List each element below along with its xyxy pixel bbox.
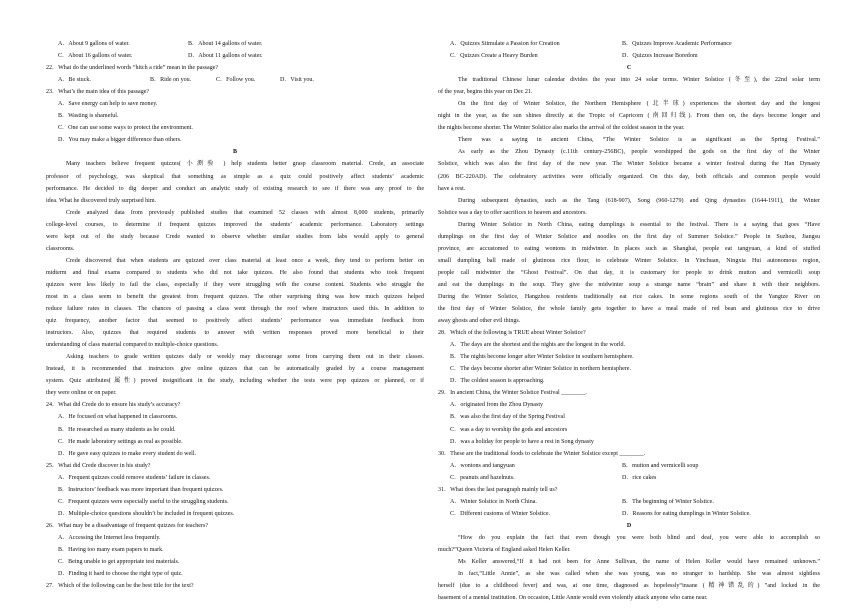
paragraph-line: night in the year, as the sun shines directly at the Tropic of Capricorn (南回归线). From then on, the days become longer and	[438, 113, 820, 120]
option-row	[438, 38, 820, 50]
paragraph-line: Crede discovered that when students are quizzed over class material at least once a week, they tend to perform better on	[66, 257, 424, 264]
option-row	[46, 74, 424, 86]
paragraph-line: The traditional Chinese lunar calendar divides the year into 24 solar terms. Winter Solstice (冬至), the 22nd solar term	[458, 77, 820, 84]
option-text: B．The beginning of Winter Solstice.	[622, 498, 714, 505]
option-text: D．You may make a bigger difference than others.	[58, 137, 182, 144]
option-text: A．Accessing the Internet less frequently.	[58, 534, 161, 541]
option-text: A．Save energy can help to save money.	[58, 101, 158, 108]
option-row	[438, 472, 820, 484]
paragraph-line: most in a class seem to benefit the greatest from frequent quizzes. The other surprising thing was how much quizzes helped	[46, 293, 424, 300]
option-text: A．Be stuck.	[58, 77, 91, 84]
option-text: C．was a day to worship the gods and ancestors	[450, 426, 568, 433]
paragraph-line: they were online or on paper.	[46, 390, 117, 397]
option-text: C．About 16 gallons of water.	[58, 53, 133, 60]
paragraph-line: During Winter Solstice in North China, eating dumplings is essential to the festival. There is a saying that goes “Have	[458, 221, 820, 228]
option-text: B．Quizzes Improve Academic Performance	[622, 41, 732, 47]
option-text: C．One can use some ways to protect the environment.	[58, 125, 193, 132]
option-text: D．Visit you.	[280, 77, 314, 84]
paragraph-line: As early as the Zhou Dynasty (c.11th century-256BC), people worshipped the gods on the first day of the Winter	[458, 149, 820, 156]
paragraph-line: Ms Keller answered,“If it had not been for Anne Sullivan, the name of Helen Keller would have remained unknown.”	[458, 559, 820, 566]
option-text: C．Being unable to get appropriate test materials.	[58, 559, 180, 566]
paragraph-line: reduce failure rates in classes. The chances of passing a class went through the roof where instructors used this. In addition to	[46, 306, 424, 313]
paragraph-line: quizzes were less likely to fail the class, especially if they were struggling with the course content. Students who struggle the	[46, 281, 424, 288]
paragraph-line: were kept out of the study because Crede wanted to observe whether similar studies from labs would apply to general	[46, 233, 424, 240]
option-text: C．peanuts and hazelnuts.	[450, 474, 515, 481]
paragraph-line: Crede analyzed data from previously published studies that examined 52 classes with almost 8,000 students, primarily	[66, 209, 424, 216]
paragraph-line: During subsequent dynasties, such as the Tang (618-907), Song (960-1279) and Qing dynasties (1644-1911), the Winter	[458, 197, 820, 204]
paragraph-line: college-level courses, to determine if frequent quizzes improved the students’ academic performance. Laboratory settings	[46, 221, 424, 228]
paragraph-line: quiz frequency, another factor that seemed to positively affect students’ performance was immediate feedback from	[46, 318, 424, 325]
option-text: A．He focused on what happened in classrooms.	[58, 414, 178, 421]
paragraph-line: On the first day of Winter Solstice, the Northern Hemisphere (北半球) experiences the shortest day and the longest	[458, 101, 820, 108]
paragraph-line: system. Quiz attributes(属性) proved insignificant in the study, including whether the tests were pop quizzes or planned, or if	[46, 378, 424, 385]
paragraph-line: Instead, it is recommended that instructors give online quizzes that can be automatically graded by a course management	[46, 366, 424, 373]
paragraph-line: the nights become shorter. The Winter Solstice also marks the arrival of the coldest season in the year.	[438, 125, 685, 132]
paragraph-line: instructors. Also, quizzes that required students to answer with written responses proved more beneficial to their	[46, 330, 424, 337]
option-text: D．Quizzes Increase Boredom	[622, 53, 698, 60]
paragraph-line: classrooms.	[46, 245, 75, 252]
paragraph-line: Solstice was a day to offer sacrifices to heaven and ancestors.	[438, 209, 587, 216]
option-text: A．Winter Solstice in North China.	[450, 498, 537, 505]
option-text: A．wontons and tangyuan	[450, 462, 515, 469]
question-stem: 29．In ancient China, the Winter Solstice Festival ________.	[438, 390, 587, 397]
option-text: D．Finding it hard to choose the right type of quiz.	[58, 571, 183, 578]
paragraph-line: much?”Queen Victoria of England asked Helen Keller.	[438, 546, 571, 553]
option-text: B．Ride on you.	[150, 77, 192, 84]
option-text: D．was a holiday for people to have a rest in Song dynasty	[450, 438, 594, 445]
option-text: A．About 9 gallons of water.	[58, 41, 130, 47]
option-text: B．He researched as many students as he could.	[58, 426, 176, 433]
option-row	[438, 508, 820, 520]
paragraph-line: (206 BC-220AD). The celebratory activities were officially organized. On this day, both officials and common people would	[438, 173, 820, 180]
paragraph-line: During the Winter Solstice, Hangzhou residents traditionally eat rice cakes. In some regions south of the Yangtze River on	[438, 293, 820, 300]
option-row	[46, 38, 424, 50]
paragraph-line: In fact,“Little Annie”, as she was called when she was young, was no stranger to hardship. She was almost sightless	[458, 571, 820, 578]
option-text: A．originated from the Zhou Dynasty	[450, 402, 544, 409]
option-text: A．Quizzes Stimulate a Passion for Creation	[450, 41, 560, 47]
option-row	[46, 50, 424, 62]
question-stem: 26．What may be a disadvantage of frequent quizzes for teachers?	[46, 522, 209, 529]
question-stem: 27．Which of the following can be the best title for the text?	[46, 583, 194, 590]
option-text: C．He made laboratory settings as real as possible.	[58, 438, 183, 445]
paragraph-line: Many teachers believe frequent quizzes( 小测验 ) help students better grasp classroom material. Crede, an associate	[66, 161, 424, 168]
paragraph-line: basement of a mental institution. On occasion, Little Annie would even violently attack anyone who came near.	[438, 595, 708, 602]
option-text: D．About 11 gallons of water.	[188, 53, 263, 60]
question-stem: 31．What does the last paragraph mainly tell us?	[438, 486, 558, 493]
paragraph-line: of the year, begins this year on Dec 21.	[438, 89, 533, 96]
section-heading: C	[626, 65, 632, 72]
paragraph-line: Asking teachers to grade written quizzes daily or weekly may discourage some from carrying them out in their classes.	[66, 354, 424, 361]
option-text: D．The coldest season is approaching.	[450, 378, 545, 385]
option-text: D．Multiple-choice questions shouldn’t be included in frequent quizzes.	[58, 510, 235, 517]
option-text: B．Having too many exam papers to mark.	[58, 546, 164, 553]
option-row	[438, 50, 820, 62]
paragraph-line: dumplings on the first day of Winter Solstice and noodles on the first day of Summer Solstice.” People in Suzhou, Jiangsu	[438, 233, 820, 240]
question-stem: 28．Which of the following is TRUE about Winter Solstice?	[438, 330, 586, 337]
question-stem: 23．What’s the main idea of this passage?	[46, 89, 150, 96]
paragraph-line: province, are accustomed to eating wontons in midwinter. In places such as Shanghai, people eat tangyuan, a kind of stuffed	[438, 245, 820, 252]
paragraph-line: “How do you explain the fact that even though you were both blind and deaf, you were able to accomplish so	[458, 534, 820, 541]
option-row	[438, 496, 820, 508]
section-heading: D	[626, 522, 632, 529]
option-text: B．Wasting is shameful.	[58, 113, 119, 120]
section-heading: B	[232, 149, 238, 156]
paragraph-line: small dumpling ball made of glutinous rice flour, to celebrate Winter Solstice. In Yinchuan, Ningxia Hui autonomous region,	[438, 257, 820, 264]
option-text: B．The nights become longer after Winter Solstice in southern hemisphere.	[450, 354, 634, 361]
option-text: C．Different customs of Winter Solstice.	[450, 510, 551, 517]
paragraph-line: professor of psychology, was skeptical that something as simple as a quiz could positively affect students’ academic	[46, 173, 424, 180]
paragraph-line: understanding of class material compared to multiple-choice questions.	[46, 342, 219, 349]
option-text: B．Instructors’ feedback was more important than frequent quizzes.	[58, 486, 224, 493]
option-text: D．He gave easy quizzes to make every student do well.	[58, 450, 197, 457]
option-text: C．Frequent quizzes were especially useful to the struggling students.	[58, 498, 229, 505]
left-column	[46, 38, 424, 592]
question-stem: 25．What did Crede discover in his study?	[46, 462, 151, 469]
option-text: B．About 14 gallons of water.	[188, 41, 263, 47]
paragraph-line: performance. He decided to dig deeper and conduct an analytic study of existing research to see if there was any proof to the	[46, 185, 424, 192]
paragraph-line: away ghosts and other evil things.	[438, 318, 521, 325]
option-text: C．Quizzes Create a Heavy Burden	[450, 53, 538, 60]
paragraph-line: idea. What he discovered truly surprised him.	[46, 197, 157, 204]
paragraph-line: Solstice, which was also the first day of the new year. The Winter Solstice became a winter festival during the Han Dynasty	[438, 161, 820, 168]
option-text: D．rice cakes	[622, 474, 657, 481]
option-text: A．The days are the shortest and the nights are the longest in the world.	[450, 342, 625, 349]
paragraph-line: midterm and final exams compared to students who did not take quizzes. He also found that students who took frequent	[46, 269, 424, 276]
option-text: C．Follow you.	[216, 77, 256, 84]
question-stem: 22．What do the underlined words “hitch a ride” mean in the passage?	[46, 65, 219, 72]
paragraph-line: herself (due to a childhood fever) and was, at one time, diagnosed as hopelessly“insane (精神错乱的) ”and locked in the	[438, 583, 820, 590]
option-text: B．was also the first day of the Spring Festival	[450, 414, 565, 421]
option-text: C．The days become shorter after Winter Solstice in northern hemisphere.	[450, 366, 631, 373]
option-text: A．Frequent quizzes could remove students’ failure in classes.	[58, 474, 211, 481]
option-row	[438, 460, 820, 472]
paragraph-line: There was a saying in ancient China, “The Winter Solstice is as significant as the Spring Festival.”	[458, 137, 820, 144]
paragraph-line: people call midwinter the “Ghost Festival”. On that day, it is customary for people to drink mutton and vermicelli soup	[438, 269, 820, 276]
paragraph-line: have a rest.	[438, 185, 466, 192]
paragraph-line: and eat the dumplings in the soup. They give the midwinter soup a strange name “brain” and share it with their neighbors.	[438, 281, 820, 288]
paragraph-line: the first day of Winter Solstice, the whole family gets together to have a meal made of red bean and glutinous rice to drive	[438, 306, 820, 313]
question-stem: 24．What did Crede do to ensure his study’s accuracy?	[46, 402, 181, 409]
option-text: B．mutton and vermicelli soup	[622, 462, 699, 469]
right-column	[438, 38, 820, 604]
option-text: D．Reasons for eating dumplings in Winter Solstice.	[622, 510, 751, 517]
question-stem: 30．These are the traditional foods to celebrate the Winter Solstice except ________.	[438, 450, 646, 457]
